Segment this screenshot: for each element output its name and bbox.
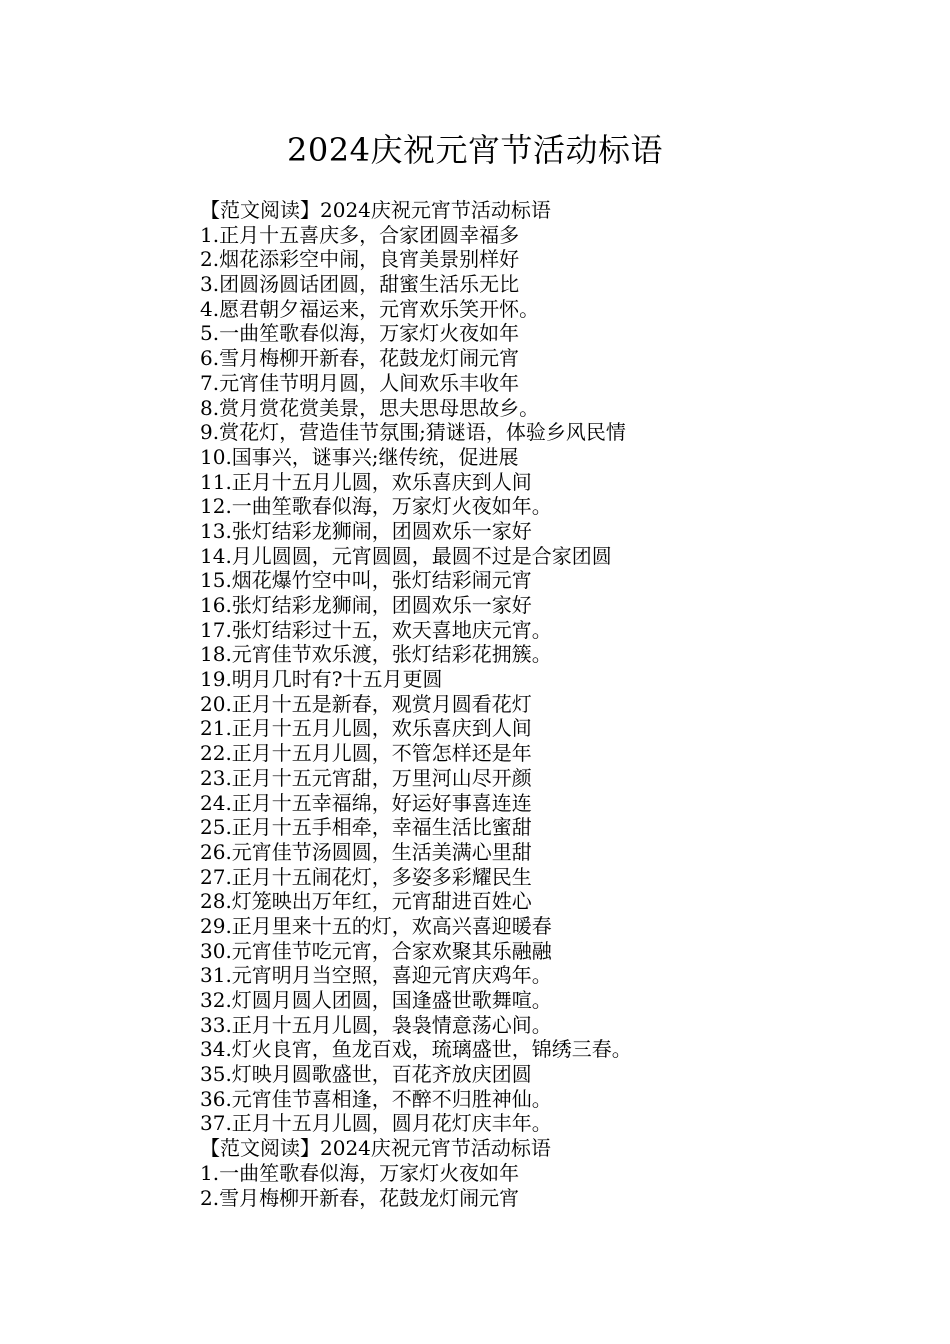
slogan-list-item: 14.月儿圆圆，元宵圆圆，最圆不过是合家团圆: [200, 543, 612, 568]
slogan-list-item: 9.赏花灯，营造佳节氛围;猜谜语，体验乡风民情: [200, 420, 626, 445]
slogan-list-item: 8.赏月赏花赏美景，思夫思母思故乡。: [200, 395, 540, 420]
slogan-list-item: 25.正月十五手相牵，幸福生活比蜜甜: [200, 815, 532, 840]
slogan-list-item: 1.一曲笙歌春似海，万家灯火夜如年: [200, 1160, 520, 1185]
slogan-list-item: 15.烟花爆竹空中叫，张灯结彩闹元宵: [200, 568, 532, 593]
slogan-list-item: 11.正月十五月儿圆，欢乐喜庆到人间: [200, 469, 532, 494]
document-title: 2024庆祝元宵节活动标语: [287, 131, 663, 169]
section-heading: 【范文阅读】2024庆祝元宵节活动标语: [200, 1136, 551, 1161]
slogan-list-item: 30.元宵佳节吃元宵，合家欢聚其乐融融: [200, 938, 552, 963]
slogan-list-item: 23.正月十五元宵甜，万里河山尽开颜: [200, 765, 532, 790]
slogan-list-item: 29.正月里来十五的灯，欢高兴喜迎暖春: [200, 913, 552, 938]
slogan-list-item: 18.元宵佳节欢乐渡，张灯结彩花拥簇。: [200, 642, 552, 667]
slogan-list-item: 26.元宵佳节汤圆圆，生活美满心里甜: [200, 839, 532, 864]
slogan-list-item: 27.正月十五闹花灯，多姿多彩耀民生: [200, 864, 532, 889]
slogan-list-item: 19.明月几时有?十五月更圆: [200, 667, 443, 692]
slogan-list-item: 20.正月十五是新春，观赏月圆看花灯: [200, 691, 532, 716]
slogan-list-item: 34.灯火良宵，鱼龙百戏，琉璃盛世，锦绣三春。: [200, 1037, 632, 1062]
slogan-list-item: 10.国事兴，谜事兴;继传统，促进展: [200, 444, 519, 469]
slogan-list-item: 13.张灯结彩龙狮闹，团圆欢乐一家好: [200, 518, 532, 543]
slogan-list-item: 4.愿君朝夕福运来，元宵欢乐笑开怀。: [200, 296, 540, 321]
section-heading: 【范文阅读】2024庆祝元宵节活动标语: [200, 198, 551, 222]
slogan-list-item: 35.灯映月圆歌盛世，百花齐放庆团圆: [200, 1062, 532, 1087]
document-body: [200, 198, 920, 1210]
slogan-list-item: 16.张灯结彩龙狮闹，团圆欢乐一家好: [200, 593, 532, 617]
slogan-list-item: 37.正月十五月儿圆，圆月花灯庆丰年。: [200, 1111, 552, 1136]
slogan-list-item: 5.一曲笙歌春似海，万家灯火夜如年: [200, 321, 520, 346]
slogan-list-item: 28.灯笼映出万年红，元宵甜进百姓心: [200, 889, 532, 914]
slogan-list-item: 31.元宵明月当空照，喜迎元宵庆鸡年。: [200, 963, 552, 988]
slogan-list-item: 6.雪月梅柳开新春，花鼓龙灯闹元宵: [200, 346, 520, 371]
slogan-list-item: 2.雪月梅柳开新春，花鼓龙灯闹元宵: [200, 1185, 520, 1210]
slogan-list-item: 22.正月十五月儿圆，不管怎样还是年: [200, 741, 532, 766]
slogan-list-item: 32.灯圆月圆人团圆，国逢盛世歌舞喧。: [200, 988, 552, 1012]
slogan-list-item: 17.张灯结彩过十五，欢天喜地庆元宵。: [200, 617, 552, 642]
slogan-list-item: 33.正月十五月儿圆，袅袅情意荡心间。: [200, 1012, 552, 1037]
slogan-list-item: 24.正月十五幸福绵，好运好事喜连连: [200, 790, 532, 815]
slogan-list-item: 3.团圆汤圆话团圆，甜蜜生活乐无比: [200, 272, 520, 297]
slogan-list-item: 7.元宵佳节明月圆，人间欢乐丰收年: [200, 370, 520, 395]
slogan-list-item: 21.正月十五月儿圆，欢乐喜庆到人间: [200, 716, 532, 741]
slogan-list-item: 1.正月十五喜庆多，合家团圆幸福多: [200, 222, 520, 247]
slogan-list-item: 12.一曲笙歌春似海，万家灯火夜如年。: [200, 494, 552, 519]
slogan-list-item: 2.烟花添彩空中闹，良宵美景别样好: [200, 247, 520, 272]
slogan-list-item: 36.元宵佳节喜相逢，不醉不归胜神仙。: [200, 1086, 552, 1111]
